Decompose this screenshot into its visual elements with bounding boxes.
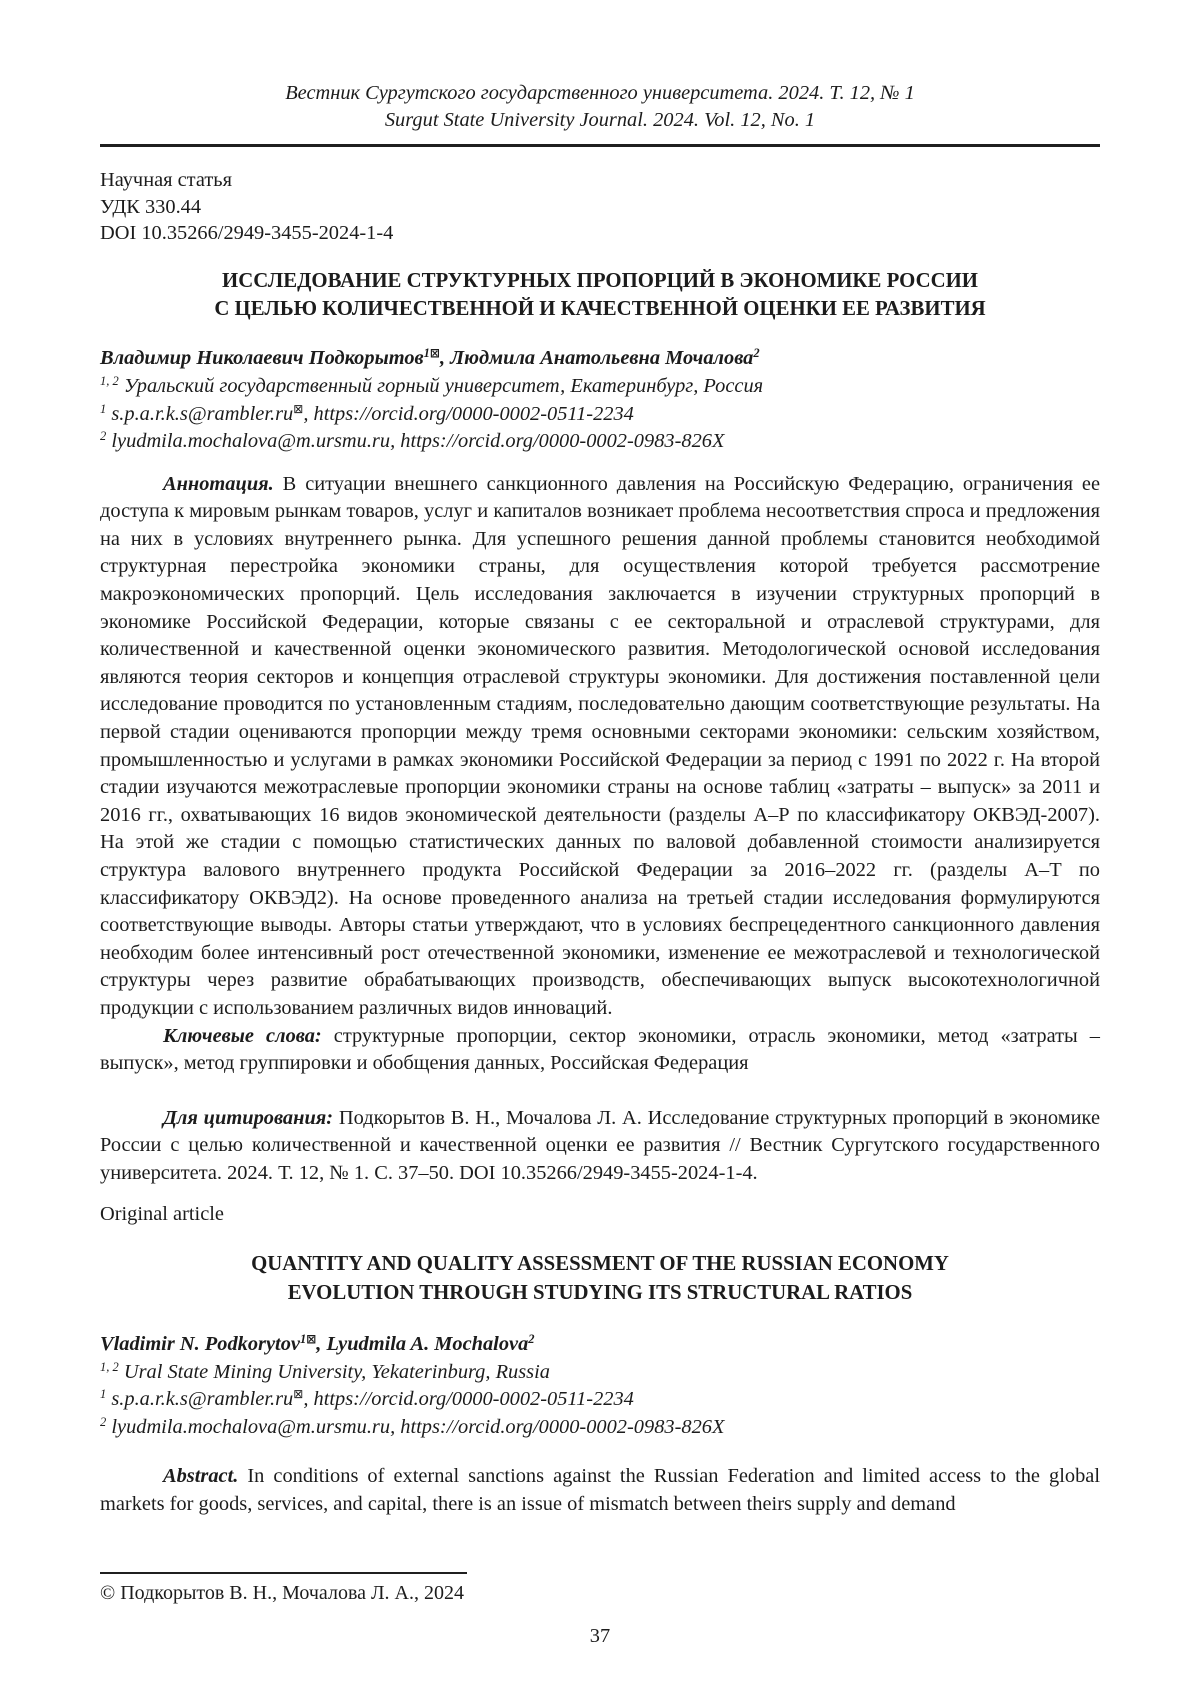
envelope-icon: ⊠ <box>293 401 304 416</box>
affiliation-ru-text: Уральский государственный горный университет, Екатеринбург, Россия <box>118 374 764 397</box>
article-title-ru-line2: С ЦЕЛЬЮ КОЛИЧЕСТВЕННОЙ И КАЧЕСТВЕННОЙ ОЦЕНКИ ЕЕ РАЗВИТИЯ <box>214 296 986 320</box>
contact-ru-1-email: s.p.a.r.k.s@rambler.ru <box>106 402 294 425</box>
article-meta <box>100 167 1100 247</box>
journal-header-en: Surgut State University Journal. 2024. Vol. 12, No. 1 <box>384 109 816 131</box>
affiliation-en-superscript: 1, 2 <box>100 1359 119 1374</box>
citation-ru-label: Для цитирования: <box>163 1106 334 1129</box>
contact-en-2-text: lyudmila.mochalova@m.ursmu.ru, https://orcid.org/0000-0002-0983-826X <box>106 1415 725 1438</box>
contact-en-1-email: s.p.a.r.k.s@rambler.ru <box>106 1388 294 1411</box>
citation-ru-text: Подкорытов В. Н., Мочалова Л. А. Исследование структурных пропорций в экономике России с целью количественной и качественной оценки ее развития // Вестник Сургутского государственного университета. 2024. Т. 12, № 1. С. 37–50. DOI 10.35266/2949-3455-2024-1-4. <box>100 1106 1100 1184</box>
journal-header-ru: Вестник Сургутского государственного университета. 2024. Т. 12, № 1 <box>285 82 915 104</box>
keywords-ru-text: структурные пропорции, сектор экономики, отрасль экономики, метод «затраты – выпуск», метод группировки и обобщения данных, Российская Федерация <box>100 1024 1100 1075</box>
authors-en-separator: , <box>316 1332 327 1355</box>
contact-en-2 <box>100 1414 1100 1442</box>
article-title-en <box>100 1250 1100 1307</box>
author-en-1-superscript: 1 <box>299 1331 307 1346</box>
journal-header <box>100 0 1100 134</box>
abstract-en-text: In conditions of external sanctions against the Russian Federation and limited access to the global markets for goods, services, and capital, there is an issue of mismatch between theirs supply and demand <box>100 1465 1100 1515</box>
author-ru-1-name: Владимир Николаевич Подкорытов <box>100 347 424 370</box>
abstract-en-label: Abstract. <box>163 1465 239 1488</box>
contact-en-1-orcid: , https://orcid.org/0000-0002-0511-2234 <box>303 1388 634 1411</box>
page-footer <box>100 1572 1100 1697</box>
author-ru-2-superscript: 2 <box>753 346 760 361</box>
doi-number: DOI 10.35266/2949-3455-2024-1-4 <box>100 222 394 244</box>
keywords-ru <box>100 1023 1100 1078</box>
contact-ru-2-text: lyudmila.mochalova@m.ursmu.ru, https://orcid.org/0000-0002-0983-826X <box>106 430 725 453</box>
affiliation-en <box>100 1359 1100 1387</box>
contact-ru-2 <box>100 428 1100 456</box>
envelope-icon: ⊠ <box>306 1331 317 1346</box>
envelope-icon: ⊠ <box>293 1387 304 1402</box>
contact-en-2-superscript: 2 <box>100 1414 107 1429</box>
abstract-en <box>100 1463 1100 1518</box>
authors-ru <box>100 345 1100 373</box>
article-type-label-en: Original article <box>100 1202 224 1225</box>
page-number: 37 <box>589 1625 611 1648</box>
author-en-1-name: Vladimir N. Podkorytov <box>100 1332 300 1355</box>
contact-en-1-superscript: 1 <box>100 1387 107 1402</box>
contact-en-1 <box>100 1386 1100 1414</box>
article-title-en-line2: EVOLUTION THROUGH STUDYING ITS STRUCTURAL RATIOS <box>287 1280 913 1304</box>
footer-rule <box>100 1572 467 1574</box>
envelope-icon: ⊠ <box>429 346 440 361</box>
authors-ru-separator: , <box>439 347 451 370</box>
udc-number: УДК 330.44 <box>100 195 202 218</box>
affiliation-ru-superscript: 1, 2 <box>100 373 119 388</box>
article-type-label: Научная статья <box>100 169 232 191</box>
copyright-line: © Подкорытов В. Н., Мочалова Л. А., 2024 <box>100 1581 465 1604</box>
keywords-ru-label: Ключевые слова: <box>163 1024 322 1047</box>
article-title-ru-line1: ИССЛЕДОВАНИЕ СТРУКТУРНЫХ ПРОПОРЦИЙ В ЭКОНОМИКЕ РОССИИ <box>222 268 978 292</box>
abstract-ru <box>100 471 1100 1023</box>
page-header <box>100 0 1100 147</box>
author-en-2-name: Lyudmila A. Mochalova <box>326 1332 529 1355</box>
abstract-ru-text: В ситуации внешнего санкционного давления на Российскую Федерацию, ограничения ее доступа к мировым рынкам товаров, услуг и капиталов возникает проблема несоответствия спроса и предложения на них в условиях внутреннего рынка. Для успешного решения данной проблемы становится необходимой структурная перестройка экономики страны, для осуществления которой требуется рассмотрение макроэкономических пропорций. Цель исследования заключается в изучении структурных пропорций в экономике Российской Федерации, которые связаны с ее секторальной и отраслевой структурами, для количественной и качественной оценки экономического развития. Методологической основой исследования являются теория секторов и концепция отраслевой структуры экономики. Для достижения поставленной цели исследование проводится по установленным стадиям, последовательно дающим соответствующие результаты. На первой стадии оцениваются пропорции между тремя основными секторами экономики: сельским хозяйством, промышленностью и услугами в рамках экономики Российской Федерации за период с 1991 по 2022 г. На второй стадии изучаются межотраслевые пропорции экономики страны на основе таблиц «затраты – выпуск» за 2011 и 2016 гг., охватывающих 16 видов экономической деятельности (разделы А–Р по классификатору ОКВЭД-2007). На этой же стадии с помощью статистических данных по валовой добавленной стоимости анализируется структура валового внутреннего продукта Российской Федерации за 2016–2022 гг. (разделы А–Т по классификатору ОКВЭД2). На основе проведенного анализа на третьей стадии исследования формулируются соответствующие выводы. Авторы статьи утверждают, что в условиях беспрецедентного санкционного давления необходим более интенсивный рост отечественной экономики, изменение ее межотраслевой и технологической структуры через развитие обрабатывающих производств, обеспечивающих выпуск высокотехнологичной продукции с использованием различных видов инноваций. <box>100 472 1100 1019</box>
header-rule <box>100 144 1100 147</box>
contact-ru-1-orcid: , https://orcid.org/0000-0002-0511-2234 <box>303 402 634 425</box>
author-en-2-superscript: 2 <box>528 1331 535 1346</box>
author-ru-1-superscript: 1 <box>423 346 430 361</box>
contact-ru-1 <box>100 401 1100 429</box>
authors-en <box>100 1331 1100 1359</box>
contact-ru-1-superscript: 1 <box>100 401 107 416</box>
author-ru-2-name: Людмила Анатольевна Мочалова <box>450 347 754 370</box>
contact-ru-2-superscript: 2 <box>100 429 107 444</box>
article-title-ru <box>100 267 1100 324</box>
abstract-ru-label: Аннотация. <box>163 472 274 495</box>
affiliation-ru <box>100 373 1100 401</box>
affiliation-en-text: Ural State Mining University, Yekaterinburg, Russia <box>118 1360 550 1383</box>
citation-ru <box>100 1105 1100 1188</box>
article-title-en-line1: QUANTITY AND QUALITY ASSESSMENT OF THE RUSSIAN ECONOMY <box>251 1252 949 1276</box>
